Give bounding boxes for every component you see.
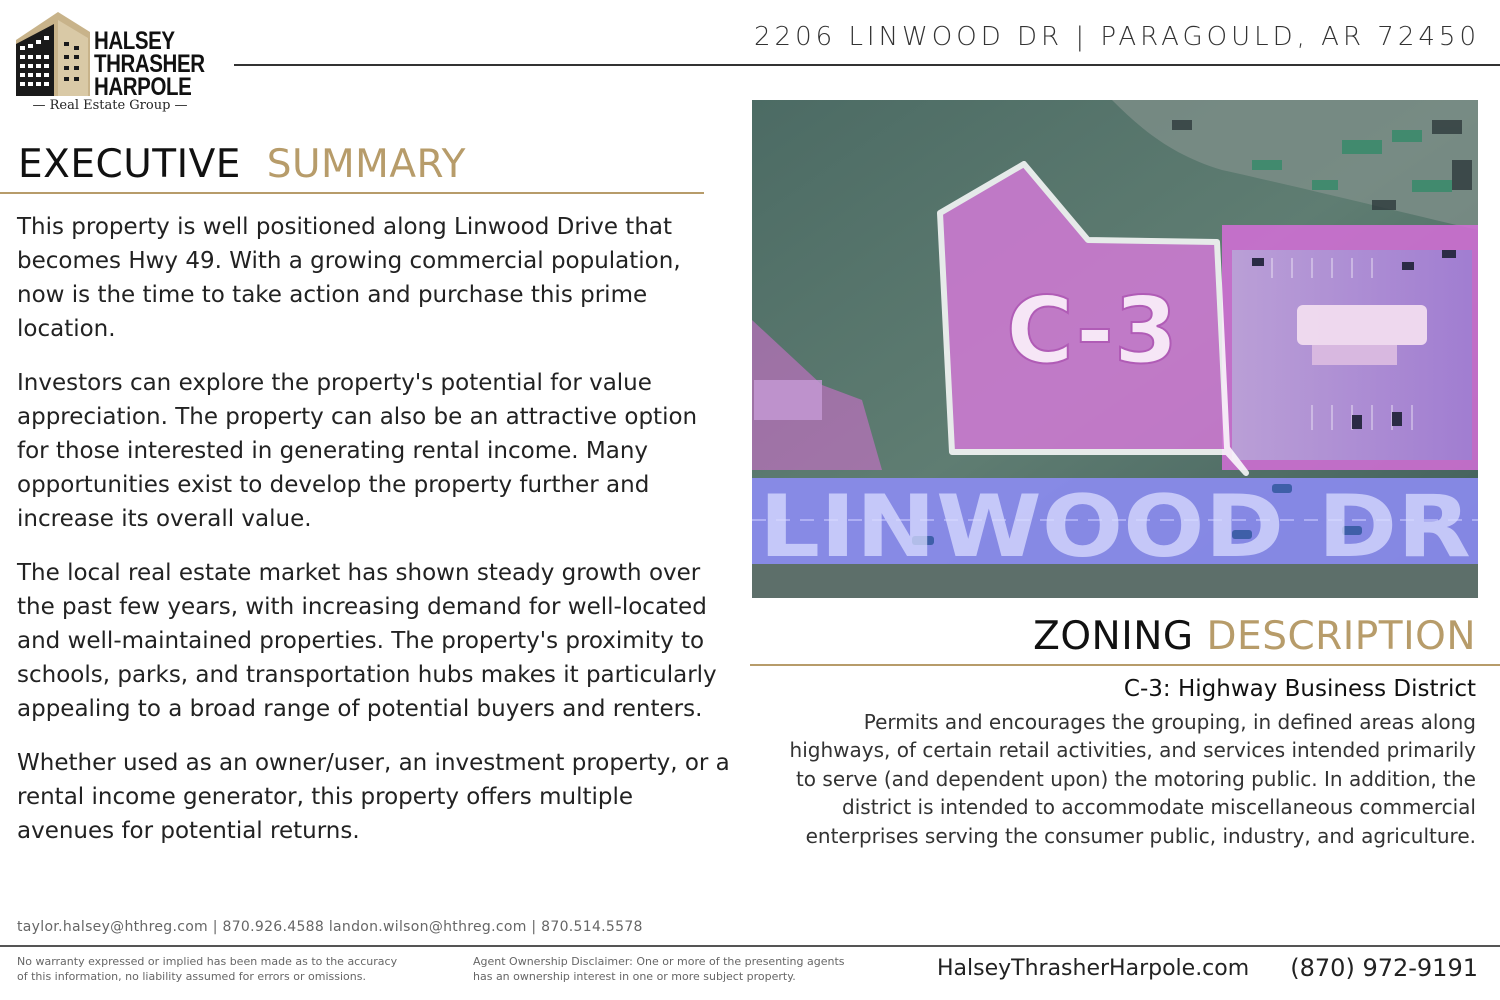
executive-summary-heading xyxy=(18,142,466,187)
phone-number[interactable]: (870) 972-9191 xyxy=(1290,954,1478,982)
logo-line-2: THRASHER xyxy=(94,50,205,78)
company-logo[interactable] xyxy=(14,10,229,122)
agent-contacts: taylor.halsey@hthreg.com | 870.926.4588 landon.wilson@hthreg.com | 870.514.5578 xyxy=(17,919,643,935)
zoning-description-body: Permits and encourages the grouping, in defined areas along highways, of certain retail activities, and services intended primarily to serve (and dependent upon) the motoring public. In addition, the district is intended to accommodate miscellaneous commercial enterprises serving the consumer public, industry, and agriculture. xyxy=(789,710,1476,848)
logo-line-1: HALSEY xyxy=(94,27,175,55)
header-divider xyxy=(234,64,1500,66)
heading-word-executive: EXECUTIVE xyxy=(18,142,241,187)
property-address: 2206 LINWOOD DR | PARAGOULD, AR 72450 xyxy=(754,22,1480,52)
zoning-divider xyxy=(750,664,1500,666)
warranty-disclaimer-line-1: No warranty expressed or implied has been made as to the accuracy xyxy=(17,955,398,968)
zoning-district-name: C-3: Highway Business District xyxy=(1123,676,1476,702)
ownership-disclaimer xyxy=(473,954,845,984)
aerial-map-graphic xyxy=(752,100,1478,598)
warranty-disclaimer-line-2: of this information, no liability assumed for errors or omissions. xyxy=(17,970,366,983)
summary-paragraph-2: Investors can explore the property's potential for value appreciation. The property can also be an attractive option for those interested in generating rental income. Many opportunities exist to develop the property further and increase its overall value. xyxy=(17,370,698,532)
summary-paragraph-3: The local real estate market has shown steady growth over the past few years, with increasing demand for well-located and well-maintained properties. The property's proximity to schools, parks, and transportation hubs makes it particularly appealing to a broad range of potential buyers and renters. xyxy=(17,560,717,722)
footer-divider xyxy=(0,945,1500,947)
executive-summary-body xyxy=(17,210,732,868)
summary-paragraph-1: This property is well positioned along Linwood Drive that becomes Hwy 49. With a growing commercial population, now is the time to take action and purchase this prime location. xyxy=(17,214,681,342)
logo-line-3: HARPOLE xyxy=(94,73,192,101)
ownership-disclaimer-line-1: Agent Ownership Disclaimer: One or more of the presenting agents xyxy=(473,955,845,968)
heading-word-zoning: ZONING xyxy=(1033,614,1194,659)
street-label-linwood: LINWOOD DR xyxy=(759,477,1471,577)
ownership-disclaimer-line-2: has an ownership interest in one or more subject property. xyxy=(473,970,796,983)
website-link[interactable]: HalseyThrasherHarpole.com xyxy=(937,956,1250,981)
aerial-property-photo xyxy=(752,100,1478,598)
zone-label-c3: C-3 xyxy=(1006,277,1178,384)
heading-word-description: DESCRIPTION xyxy=(1206,614,1476,659)
summary-paragraph-4: Whether used as an owner/user, an investment property, or a rental income generator, this property offers multiple avenues for potential returns. xyxy=(17,750,730,844)
zoning-description-heading xyxy=(1033,614,1476,659)
heading-word-summary: SUMMARY xyxy=(266,142,466,187)
building-icon xyxy=(14,10,92,98)
warranty-disclaimer xyxy=(17,954,397,984)
executive-divider xyxy=(0,192,704,194)
logo-tagline: — Real Estate Group — xyxy=(32,98,188,113)
